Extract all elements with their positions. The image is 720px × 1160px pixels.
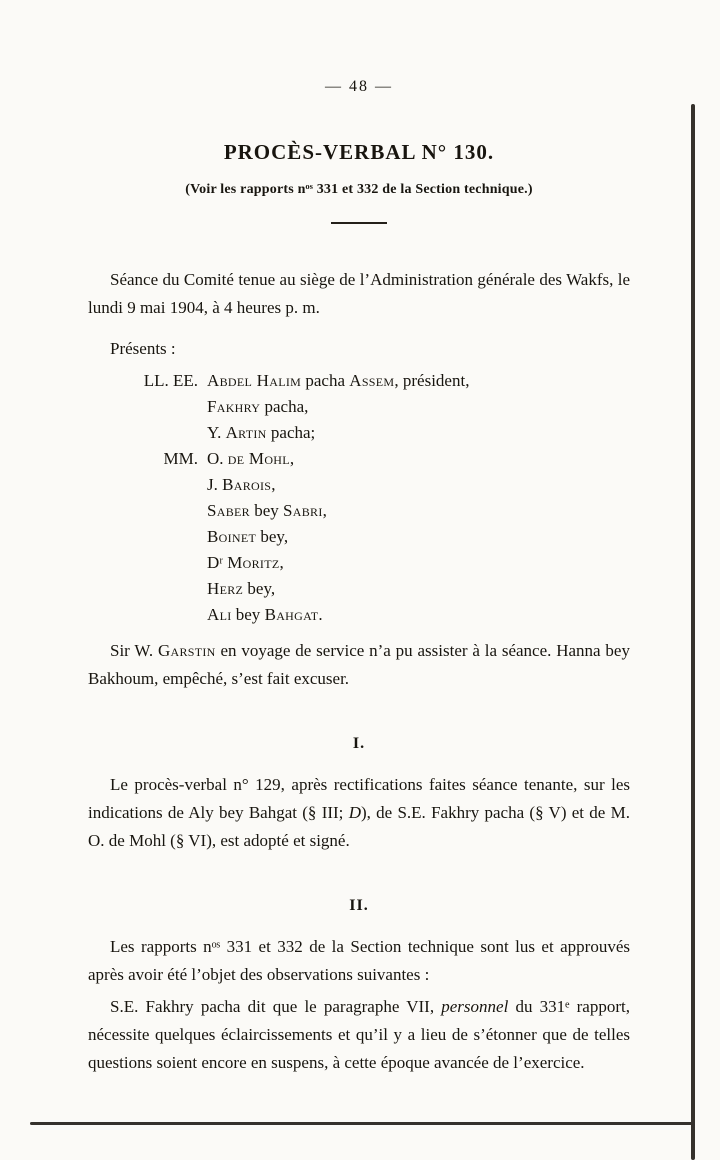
section-2-paragraph-1: Les rapports nᵒˢ 331 et 332 de la Section technique sont lus et approuvés après avoir été l’objet des observations suivantes :: [88, 937, 630, 984]
text-run: ), de S.E. Fakhry pacha (§ V) et de M. O. de Mohl (§ VI), est adopté et signé.: [88, 803, 630, 850]
section-2-paragraph-2: [88, 993, 630, 1077]
text-run: Sir W.: [110, 641, 158, 660]
text-run: pacha: [301, 371, 350, 390]
text-run: O.: [207, 449, 228, 468]
smallcaps-name: de Mohl: [227, 449, 290, 468]
text-run: pacha,: [260, 397, 309, 416]
attendee-prefix: [88, 472, 207, 498]
attendee-row: [88, 602, 630, 628]
smallcaps-name: Artin: [225, 423, 267, 442]
attendees-list: [88, 368, 630, 628]
presents-label: Présents :: [110, 339, 176, 358]
italic-run: personnel: [441, 997, 509, 1016]
scan-edge-right: [691, 104, 695, 1160]
smallcaps-name: Barois: [222, 475, 272, 494]
attendee-name: [207, 550, 630, 576]
attendee-row: [88, 524, 630, 550]
text-run: S.E. Fakhry pacha dit que le paragraphe VII,: [110, 997, 442, 1016]
attendee-row: [88, 472, 630, 498]
smallcaps-name: Bahgat: [264, 605, 319, 624]
attendee-name: [207, 394, 630, 420]
attendee-row: [88, 550, 630, 576]
attendee-name: [207, 446, 630, 472]
attendee-name: [207, 602, 630, 628]
smallcaps-name: Garstin: [157, 641, 216, 660]
attendee-prefix: MM.: [163, 449, 198, 468]
smallcaps-name: Fakhry: [207, 397, 261, 416]
seance-paragraph: Séance du Comité tenue au siège de l’Administration générale des Wakfs, le lundi 9 mai 1904, à 4 heures p. m.: [88, 270, 630, 317]
attendee-name: [207, 420, 630, 446]
attendee-prefix: [88, 602, 207, 628]
section-1-paragraph: [88, 771, 630, 855]
text-run: pacha;: [266, 423, 316, 442]
smallcaps-name: Saber: [207, 501, 250, 520]
attendee-prefix: LL. EE.: [143, 371, 198, 390]
attendee-prefix: [88, 420, 207, 446]
italic-run: D: [348, 803, 361, 822]
smallcaps-name: Abdel Halim: [207, 371, 302, 390]
attendee-name: [207, 498, 630, 524]
absence-paragraph: [88, 637, 630, 693]
section-1-heading: I.: [352, 735, 366, 752]
document-subtitle: (Voir les rapports nᵒˢ 331 et 332 de la Section technique.): [185, 182, 533, 197]
attendee-prefix: [88, 394, 207, 420]
attendee-row: [88, 498, 630, 524]
document-title: PROCÈS-VERBAL N° 130.: [223, 140, 495, 164]
attendee-prefix: [88, 524, 207, 550]
attendee-row: [88, 368, 630, 394]
text-run: bey,: [243, 579, 276, 598]
smallcaps-name: Assem: [349, 371, 395, 390]
text-run: du 331ᵉ rapport, nécessite quelques éclaircissements et qu’il y a lieu de s’étonner que de telles questions soient encore en suspens, à cette époque avancée de l’exercice.: [88, 997, 630, 1072]
text-run: , président,: [394, 371, 470, 390]
attendee-name: [207, 368, 630, 394]
attendee-row: [88, 446, 630, 472]
smallcaps-name: Moritz: [227, 553, 280, 572]
text-run: Le procès-verbal n° 129, après rectifications faites séance tenante, sur les indications de Aly bey Bahgat (§ III;: [88, 775, 630, 822]
divider-rule: [331, 222, 387, 224]
smallcaps-name: Herz: [207, 579, 244, 598]
scan-edge-bottom: [30, 1122, 695, 1125]
text-run: J.: [207, 475, 223, 494]
text-run: ,: [289, 449, 295, 468]
attendee-row: [88, 576, 630, 602]
attendee-prefix: [88, 550, 207, 576]
page-number: — 48 —: [325, 78, 393, 95]
section-2-heading: II.: [349, 897, 369, 914]
text-run: en voyage de service n’a pu assister à la séance. Hanna bey Bakhoum, empêché, s’est fait excuser.: [88, 641, 630, 688]
attendee-name: [207, 576, 630, 602]
text-run: bey,: [256, 527, 289, 546]
text-run: ,: [322, 501, 327, 520]
smallcaps-name: Boinet: [207, 527, 257, 546]
text-run: .: [318, 605, 323, 624]
text-run: ,: [271, 475, 276, 494]
smallcaps-name: Ali: [207, 605, 232, 624]
attendee-name: [207, 472, 630, 498]
document-page: [0, 78, 720, 1160]
text-run: Dʳ: [207, 553, 228, 572]
text-run: Y.: [207, 423, 226, 442]
attendee-name: [207, 524, 630, 550]
text-run: ,: [279, 553, 284, 572]
text-run: bey: [249, 501, 284, 520]
attendee-prefix: [88, 498, 207, 524]
attendee-row: [88, 394, 630, 420]
smallcaps-name: Sabri: [283, 501, 323, 520]
text-run: bey: [231, 605, 265, 624]
attendee-row: [88, 420, 630, 446]
attendee-prefix: [88, 576, 207, 602]
